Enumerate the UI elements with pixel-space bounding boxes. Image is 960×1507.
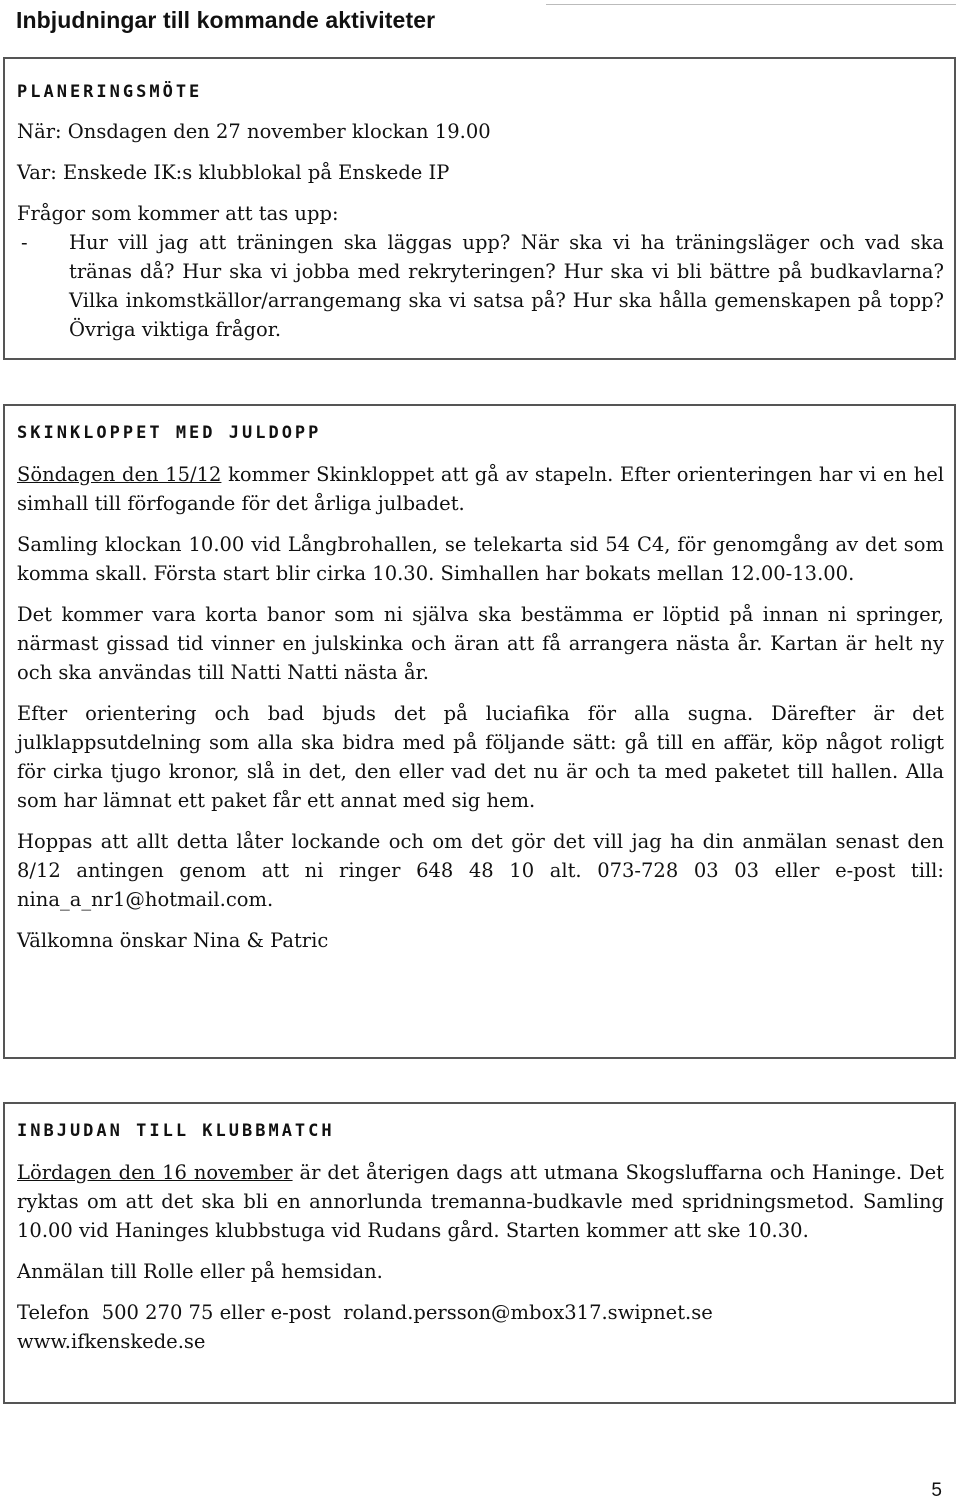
skinkloppet-heading: SKINKLOPPET MED JULDOPP	[17, 423, 322, 443]
page-number: 5	[931, 1480, 942, 1501]
klubbmatch-heading: INBJUDAN TILL KLUBBMATCH	[17, 1121, 335, 1141]
planning-questions: Hur vill jag att träningen ska läggas upp? När ska vi ha träningsläger och vad ska tränas då? Hur ska vi jobba med rekryteringen? Hur ska vi bli bättre på budkavlarna? Vilka inkomstkällor/arrangemang ska vi satsa på? Hur ska hålla gemenskapen på topp? Övriga viktiga frågor.	[69, 231, 944, 341]
klubbmatch-p1-text: är det återigen dags att utmana Skogsluffarna och Haninge. Det ryktas om att det ska bli en annorlunda tremanna-budkavle med spridningsmetod. Samling 10.00 vid Haninges klubbstuga vid Rudans gård. Starten kommer att ske 10.30.	[17, 1161, 944, 1242]
klubbmatch-date: Lördagen den 16 november	[17, 1161, 293, 1184]
planning-questions-intro: Frågor som kommer att tas upp:	[17, 202, 339, 225]
skinkloppet-paragraph-5: Hoppas att allt detta låter lockande och om det gör det vill jag ha din anmälan senast den 8/12 antingen genom att ni ringer 648 48 10 alt. 073-728 03 03 eller e-post till: nina_a_nr1@hotmail.com.	[17, 830, 944, 911]
klubbmatch-contact: Telefon 500 270 75 eller e-post roland.persson@mbox317.swipnet.se	[17, 1301, 713, 1324]
klubbmatch-website: www.ifkenskede.se	[17, 1330, 206, 1353]
planning-meeting-box	[3, 57, 956, 360]
title-divider	[546, 4, 956, 5]
klubbmatch-paragraph-1	[17, 1158, 944, 1245]
skinkloppet-paragraph-3: Det kommer vara korta banor som ni själva ska bestämma er löptid på innan ni springer, närmast gissad tid vinner en julskinka och äran att få arrangera nästa år. Kartan är helt ny och ska användas till Natti Natti nästa år.	[17, 603, 944, 684]
planning-question-list	[17, 228, 944, 344]
planning-body	[17, 117, 944, 344]
klubbmatch-box	[3, 1102, 956, 1404]
klubbmatch-body	[17, 1158, 944, 1356]
planning-when: När: Onsdagen den 27 november klockan 19.00	[17, 120, 491, 143]
planning-heading: PLANERINGSMÖTE	[17, 82, 203, 102]
skinkloppet-date: Söndagen den 15/12	[17, 463, 222, 486]
skinkloppet-paragraph-1	[17, 460, 944, 518]
skinkloppet-p1-text: kommer Skinkloppet att gå av stapeln. Efter orienteringen har vi en hel simhall till förfogande för det årliga julbadet.	[17, 463, 944, 515]
skinkloppet-body	[17, 460, 944, 955]
skinkloppet-box	[3, 404, 956, 1059]
skinkloppet-paragraph-2: Samling klockan 10.00 vid Långbrohallen, se telekarta sid 54 C4, för genomgång av det som komma skall. Första start blir cirka 10.30. Simhallen har bokats mellan 12.00-13.00.	[17, 533, 944, 585]
skinkloppet-paragraph-4: Efter orientering och bad bjuds det på luciafika för alla sugna. Därefter är det julklappsutdelning som alla ska bidra med på följande sätt: gå till en affär, köp något roligt för cirka tjugo kronor, slå in det, den eller vad det nu är och ta med paketet till hallen. Alla som har lämnat ett paket får ett annat med sig hem.	[17, 702, 944, 812]
klubbmatch-signup: Anmälan till Rolle eller på hemsidan.	[17, 1260, 383, 1283]
page-title: Inbjudningar till kommande aktiviteter	[16, 7, 436, 33]
bullet-dash: -	[21, 231, 28, 254]
skinkloppet-signature: Välkomna önskar Nina & Patric	[17, 929, 329, 952]
planning-where: Var: Enskede IK:s klubblokal på Enskede IP	[17, 161, 450, 184]
